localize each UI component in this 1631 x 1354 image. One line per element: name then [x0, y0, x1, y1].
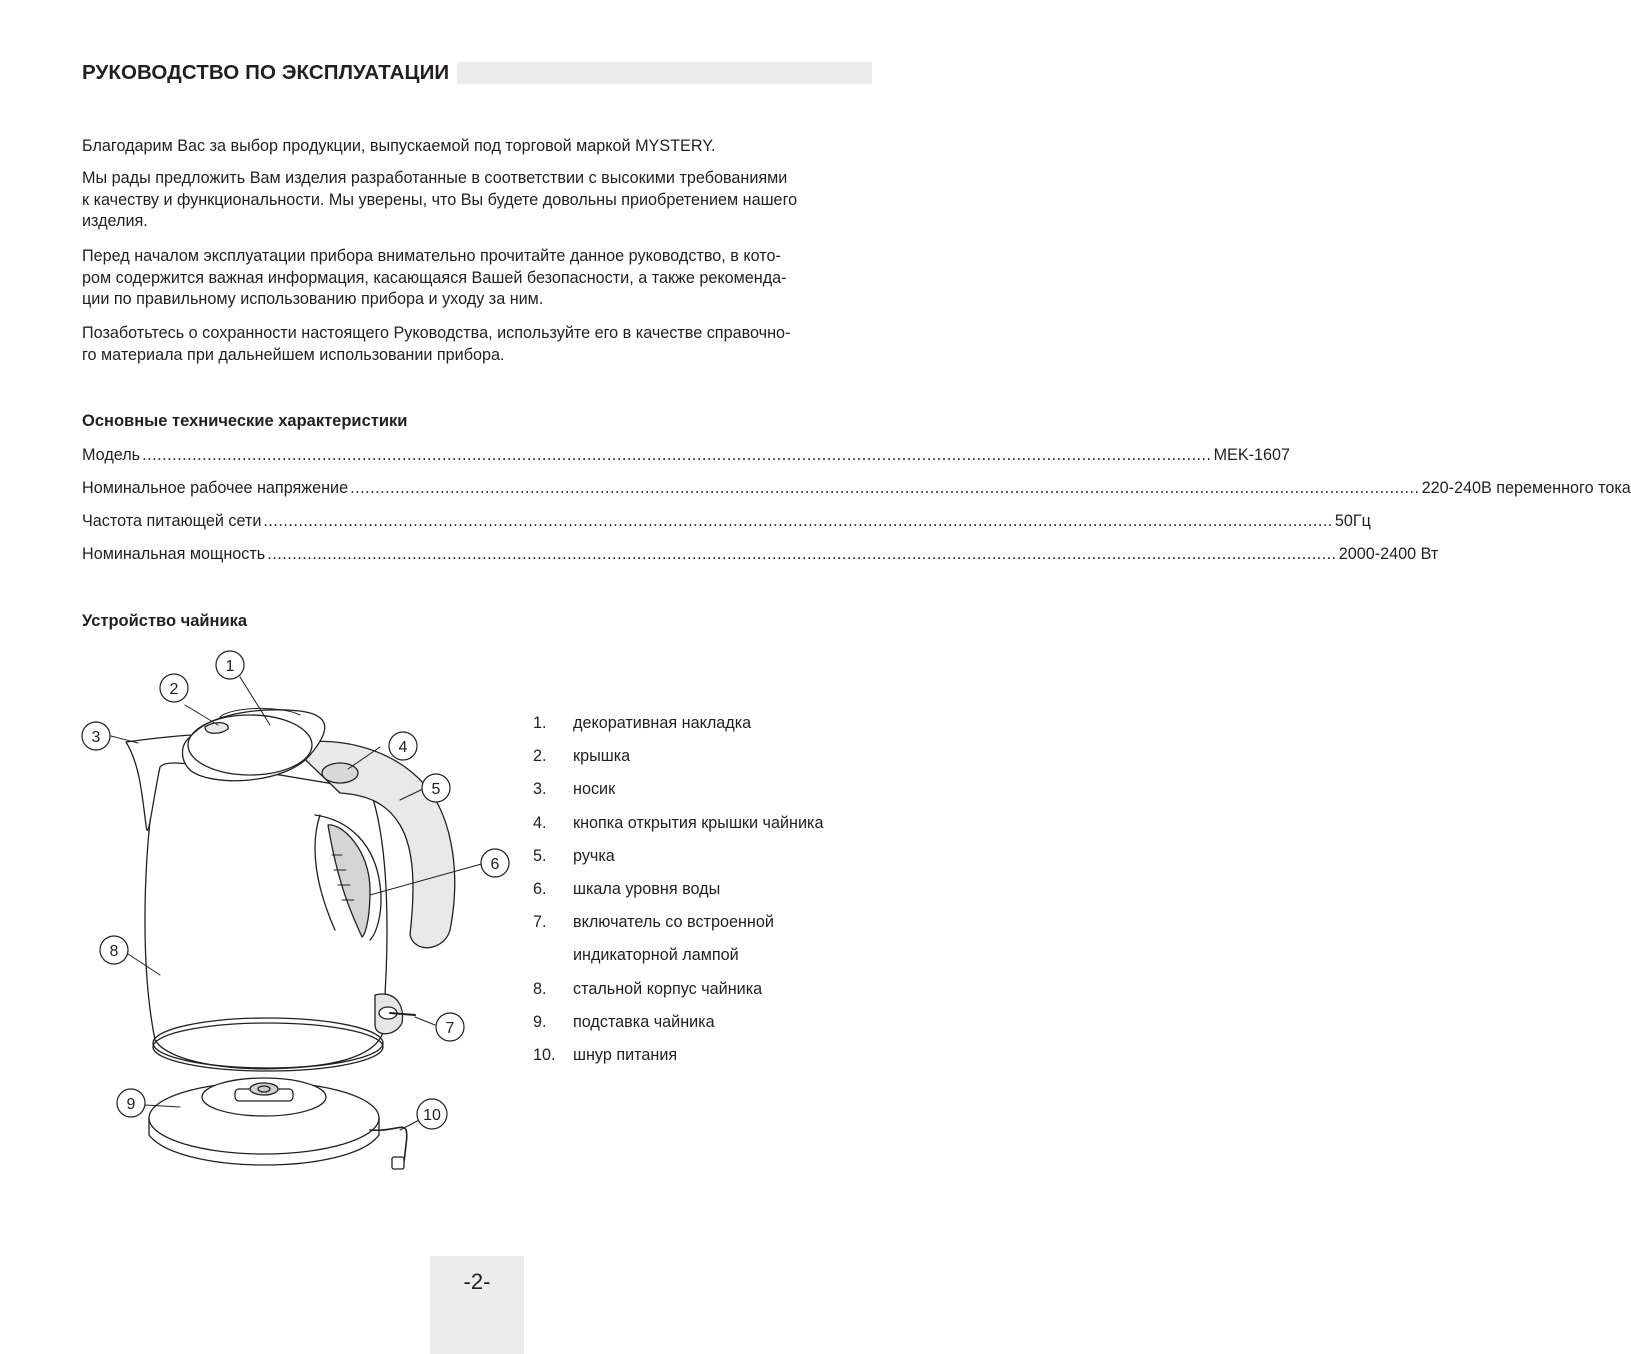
item-number: 9.: [533, 1012, 547, 1031]
intro-line: Перед началом эксплуатации прибора внимательно прочитайте данное руководство, в кото-: [82, 247, 781, 265]
item-number: 3.: [533, 780, 547, 799]
item-label: декоративная накладка: [573, 714, 752, 732]
intro-line: Мы рады предложить Вам изделия разработанные в соответствии с высокими требованиями: [82, 169, 788, 187]
item-number: 6.: [533, 879, 547, 898]
spec-value: 220-240В переменного тока: [1421, 479, 1631, 497]
spec-label: Номинальное рабочее напряжение: [82, 479, 349, 497]
item-label: шкала уровня воды: [573, 879, 721, 898]
list-item: [533, 1011, 823, 1044]
item-label: ручка: [573, 846, 615, 865]
callout-1: [216, 651, 244, 679]
spec-label: Модель: [82, 446, 141, 464]
intro-paragraph-3: [82, 246, 874, 311]
list-item: [533, 845, 823, 878]
callout-number: 3: [91, 729, 101, 746]
page-title: РУКОВОДСТВО ПО ЭКСПЛУАТАЦИИ: [82, 60, 457, 86]
spec-label: Номинальная мощность: [82, 545, 266, 563]
callout-number: 9: [126, 1096, 136, 1113]
intro-line: Благодарим Вас за выбор продукции, выпускаемой под торговой маркой MYSTERY.: [82, 137, 716, 155]
list-item: [533, 778, 823, 811]
callout-number: 4: [398, 739, 408, 756]
item-label: шнур питания: [573, 1045, 678, 1064]
intro-line: ром содержится важная информация, касающаяся Вашей безопасности, а также рекоменда-: [82, 268, 787, 287]
callout-number: 1: [225, 658, 235, 675]
item-label: стальной корпус чайника: [573, 979, 763, 998]
list-item: [533, 878, 823, 911]
spec-row-frequency: [82, 510, 1371, 532]
item-number: 2.: [533, 747, 547, 766]
list-item: [533, 1044, 823, 1077]
callout-7: [436, 1013, 464, 1041]
intro-line: ции по правильному использованию прибора и уходу за ним.: [82, 290, 544, 308]
parts-list: [533, 712, 823, 1077]
spec-value: 50Гц: [1334, 512, 1371, 530]
item-label: подставка чайника: [573, 1012, 715, 1031]
item-label: носик: [573, 780, 616, 799]
intro-line: го материала при дальнейшем использовании прибора.: [82, 345, 505, 364]
callout-10: [417, 1099, 447, 1129]
callout-number: 2: [169, 681, 179, 698]
leader-dots: [263, 510, 1332, 532]
item-label: индикаторной лампой: [573, 946, 739, 965]
callout-9: [117, 1089, 145, 1117]
spec-label: Частота питающей сети: [82, 512, 262, 530]
list-item: [533, 978, 823, 1011]
callout-number: 10: [423, 1107, 441, 1124]
callout-3: [82, 722, 110, 750]
intro-line: Позаботьтесь о сохранности настоящего Руководства, используйте его в качестве справочно-: [82, 324, 791, 342]
item-number: 5.: [533, 846, 547, 865]
leader-dots: [142, 444, 1211, 466]
spec-row-voltage: [82, 477, 1631, 499]
specs-heading: Основные технические характеристики: [82, 412, 408, 430]
item-label: крышка: [573, 747, 631, 766]
callout-4: [389, 732, 417, 760]
intro-paragraph-4: [82, 323, 874, 366]
list-item: [533, 712, 823, 745]
spec-value: MEK-1607: [1213, 446, 1291, 464]
intro-line: к качеству и функциональности. Мы уверены, что Вы будете довольны приобретением нашего: [82, 190, 798, 209]
page-number: -2-: [463, 1269, 491, 1294]
leader-dots: [267, 543, 1336, 565]
item-number: 4.: [533, 813, 547, 832]
item-number: 10.: [533, 1045, 556, 1064]
callout-number: 5: [431, 781, 441, 798]
kettle-diagram: [70, 645, 500, 1190]
item-label: кнопка открытия крышки чайника: [573, 813, 824, 832]
device-heading: Устройство чайника: [82, 612, 248, 630]
intro-paragraph-1: [82, 136, 874, 158]
spec-row-model: [82, 444, 1291, 466]
callout-number: 7: [445, 1020, 455, 1037]
kettle-stand: [149, 1078, 379, 1165]
power-plug: [392, 1157, 404, 1169]
list-item: [533, 745, 823, 778]
spec-row-power: [82, 543, 1439, 565]
item-number: 7.: [533, 913, 547, 932]
callout-5: [422, 774, 450, 802]
leader-dots: [350, 477, 1419, 499]
callout-8: [100, 936, 128, 964]
list-item: [533, 911, 823, 944]
callout-2: [160, 674, 188, 702]
item-number: 8.: [533, 979, 547, 998]
intro-paragraph-2: [82, 168, 874, 233]
kettle-lid: [183, 710, 325, 781]
list-item: [533, 812, 823, 845]
item-label: включатель со встроенной: [573, 913, 774, 932]
intro-line: изделия.: [82, 212, 148, 230]
callout-6: [481, 849, 509, 877]
callout-number: 6: [490, 856, 500, 873]
item-number: 1.: [533, 714, 547, 732]
callout-number: 8: [109, 943, 119, 960]
spec-value: 2000-2400 Вт: [1338, 545, 1439, 563]
list-item-continuation: [533, 944, 823, 977]
